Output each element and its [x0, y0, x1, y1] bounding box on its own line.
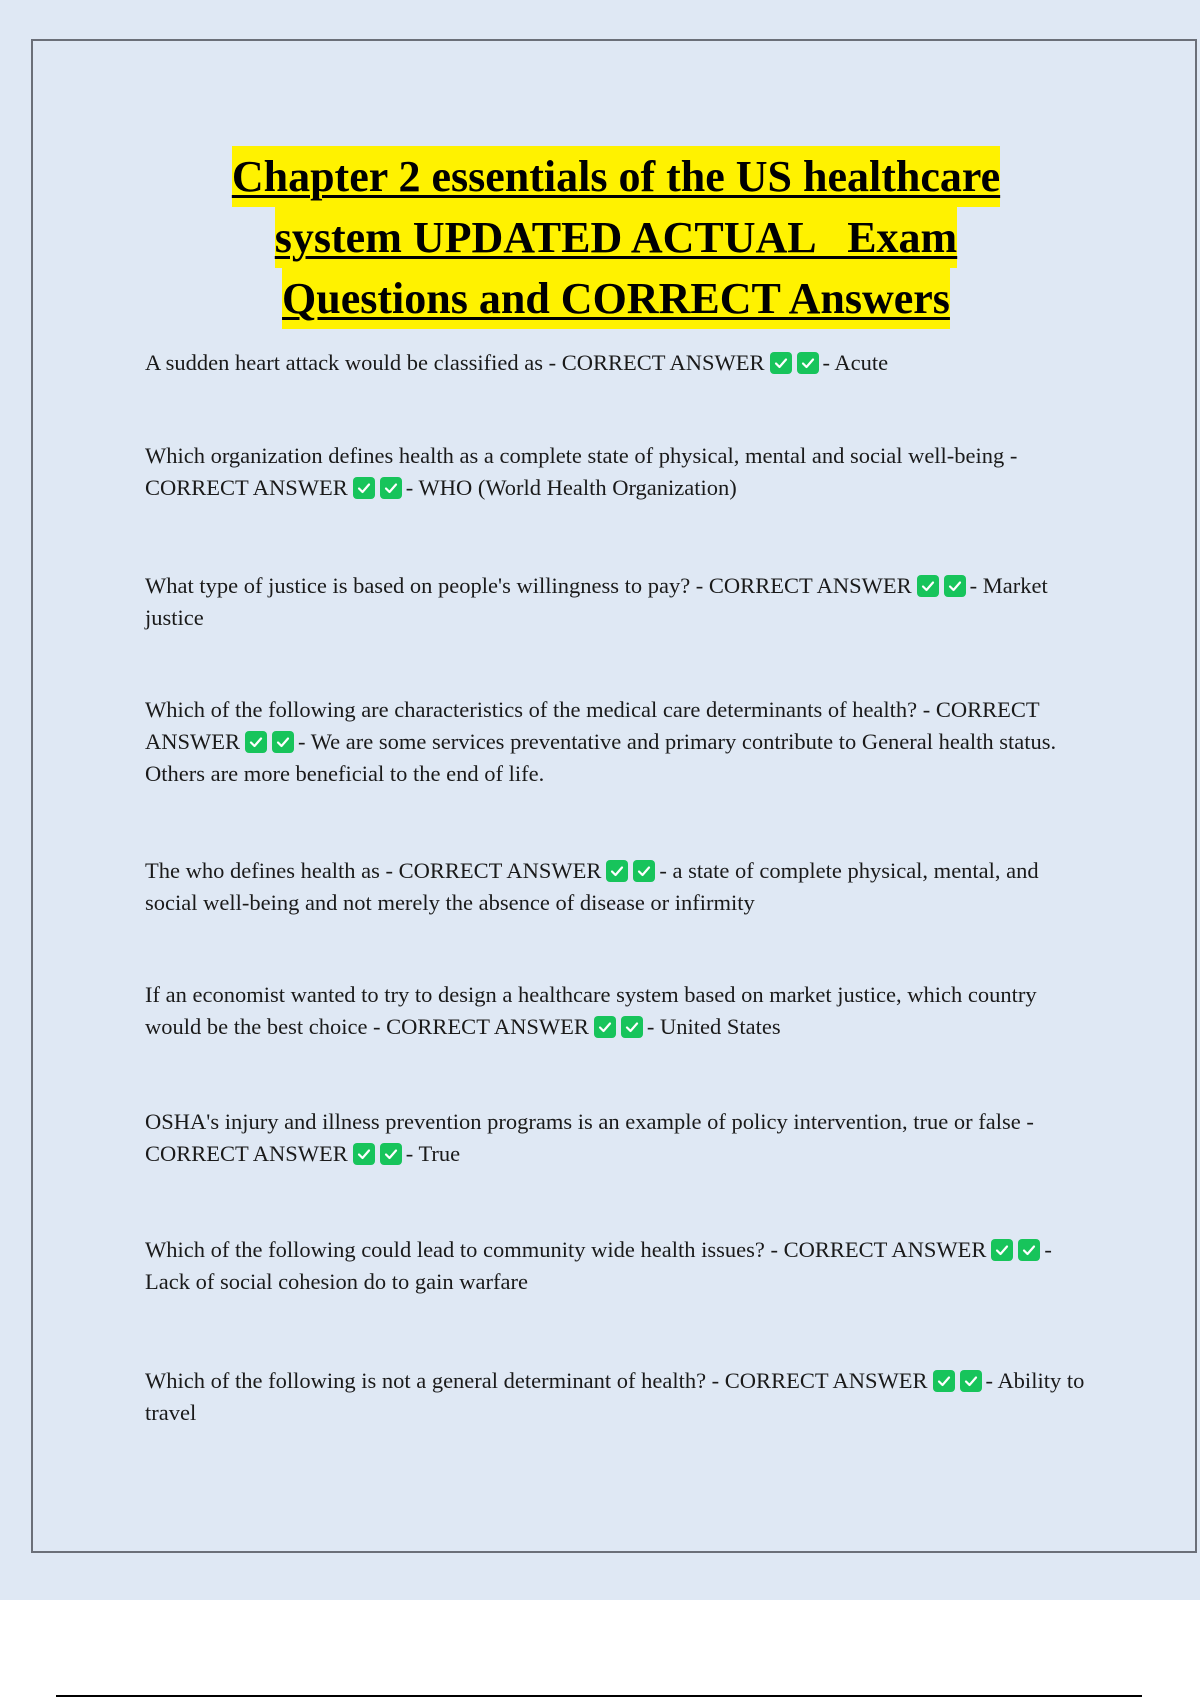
check-box-icon: [353, 477, 375, 499]
answer-separator: -: [646, 1014, 661, 1039]
check-box-icon: [633, 860, 655, 882]
question-text: Which of the following is not a general determinant of health? - CORRECT ANSWER: [145, 1368, 928, 1393]
answer-text: Acute: [834, 350, 889, 375]
check-box-icon: [933, 1370, 955, 1392]
title-line-2: system UPDATED ACTUAL Exam: [275, 207, 957, 268]
answer-separator: -: [822, 350, 835, 375]
qa-item: [145, 440, 1095, 504]
title-line-3: Questions and CORRECT Answers: [282, 268, 950, 329]
check-box-icon: [621, 1016, 643, 1038]
check-box-icon: [272, 731, 294, 753]
qa-item: [145, 1234, 1095, 1298]
answer-separator: -: [298, 729, 311, 754]
check-box-icon: [380, 1143, 402, 1165]
qa-item: [145, 1365, 1095, 1429]
qa-item: [145, 1106, 1095, 1170]
check-box-icon: [353, 1143, 375, 1165]
check-box-icon: [917, 575, 939, 597]
answer-separator: -: [985, 1368, 998, 1393]
answer-separator: -: [1044, 1237, 1052, 1262]
check-box-icon: [1018, 1239, 1040, 1261]
question-text: What type of justice is based on people's willingness to pay? - CORRECT ANSWER: [145, 573, 912, 598]
qa-item: [145, 855, 1095, 919]
qa-item: [145, 694, 1095, 790]
check-box-icon: [594, 1016, 616, 1038]
answer-separator: -: [969, 573, 983, 598]
title-line-1: Chapter 2 essentials of the US healthcare: [232, 146, 1000, 207]
answer-text: United States: [660, 1014, 781, 1039]
check-box-icon: [380, 477, 402, 499]
document-title: [120, 146, 1112, 329]
qa-item: [145, 979, 1095, 1043]
answer-text: True: [418, 1141, 461, 1166]
question-text: Which organization defines health as a complete state of physical, mental and social well-being - CORRECT ANSWER: [145, 443, 1018, 500]
answer-text: a state of complete physical, mental, and social well-being and not merely the absence of disease or infirmity: [145, 858, 1039, 915]
check-box-icon: [944, 575, 966, 597]
question-text: The who defines health as - CORRECT ANSWER: [145, 858, 602, 883]
answer-text: Market justice: [145, 573, 1048, 630]
check-box-icon: [770, 352, 792, 374]
answer-text: WHO (World Health Organization): [418, 475, 737, 500]
page-divider: [56, 1695, 1142, 1697]
check-box-icon: [991, 1239, 1013, 1261]
answer-text: We are some services preventative and primary contribute to General health status. Others are more beneficial to the end of life.: [145, 729, 1057, 786]
qa-item: [145, 347, 1095, 379]
qa-item: [145, 570, 1095, 634]
check-box-icon: [606, 860, 628, 882]
question-text: Which of the following are characteristics of the medical care determinants of health? - CORRECT ANSWER: [145, 697, 1040, 754]
question-text: Which of the following could lead to community wide health issues? - CORRECT ANSWER: [145, 1237, 987, 1262]
answer-separator: -: [405, 1141, 419, 1166]
check-box-icon: [960, 1370, 982, 1392]
check-box-icon: [245, 731, 267, 753]
answer-separator: -: [659, 858, 673, 883]
question-text: If an economist wanted to try to design a healthcare system based on market justice, which country would be the best choice - CORRECT ANSWER: [145, 982, 1037, 1039]
answer-separator: -: [405, 475, 419, 500]
check-box-icon: [797, 352, 819, 374]
question-text: OSHA's injury and illness prevention programs is an example of policy intervention, true or false - CORRECT ANSWER: [145, 1109, 1034, 1166]
answer-text: Lack of social cohesion do to gain warfare: [145, 1269, 528, 1294]
answer-text: Ability to travel: [145, 1368, 1085, 1425]
question-text: A sudden heart attack would be classified as - CORRECT ANSWER: [145, 350, 765, 375]
